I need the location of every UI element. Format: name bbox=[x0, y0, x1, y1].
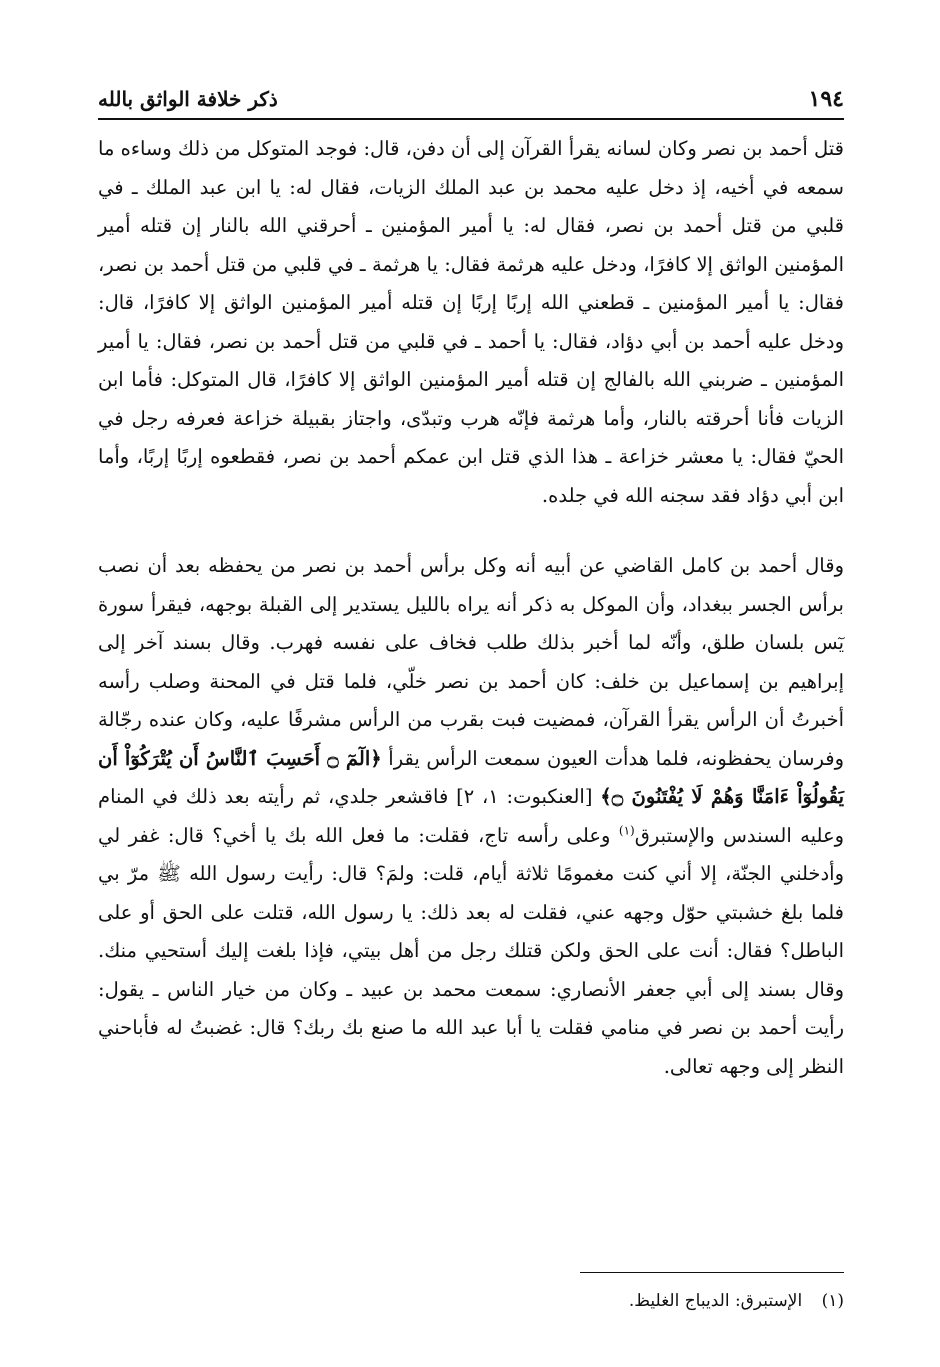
running-title: ذكر خلافة الواثق بالله bbox=[98, 87, 278, 111]
quran-verse: ﴿الٓمٓ ۝ أَحَسِبَ ٱلنَّاسُ أَن يُتْرَكُوٓاْ أَن يَقُولُوٓاْ ءَامَنَّا وَهُمْ لَا يُفْتَنُونَ ۝﴾ bbox=[98, 746, 845, 808]
footnote-rule bbox=[580, 1272, 844, 1273]
paragraph-2 bbox=[98, 547, 844, 1086]
footnote-reference: (١) bbox=[618, 823, 635, 837]
paragraph-1: قتل أحمد بن نصر وكان لسانه يقرأ القرآن إلى أن دفن، قال: فوجد المتوكل من ذلك وساءه ما سمعه في أخيه، إذ دخل عليه محمد بن عبد الملك الزيات، فقال له: يا ابن عبد الملك ـ في قلبي من قتل أحمد بن نصر، فقال له: يا أمير المؤمنين ـ أحرقني الله بالنار إن قتله أمير المؤمنين الواثق إلا كافرًا، ودخل عليه هرثمة فقال: يا هرثمة ـ في قلبي من قتل أحمد بن نصر، فقال: يا أمير المؤمنين ـ قطعني الله إربًا إربًا إن قتله أمير المؤمنين الواثق إلا كافرًا، قال: ودخل عليه أحمد بن أبي دؤاد، فقال: يا أحمد ـ في قلبي من قتل أحمد بن نصر، فقال: يا أمير المؤمنين ـ ضربني الله بالفالج إن قتله أمير المؤمنين الواثق إلا كافرًا، قال المتوكل: فأما ابن الزيات فأنا أحرقته بالنار، وأما هرثمة فإنّه هرب وتبدّى، واجتاز بقبيلة خزاعة فعرفه رجل في الحيّ فقال: يا معشر خزاعة ـ هذا الذي قتل ابن عمكم أحمد بن نصر، فقطعوه إربًا إربًا، وأما ابن أبي دؤاد فقد سجنه الله في جلده. bbox=[98, 137, 844, 507]
footnote bbox=[98, 1286, 844, 1316]
page-header bbox=[98, 84, 844, 116]
header-rule bbox=[98, 118, 844, 120]
paragraph-2-middle: [العنكبوت: ١، ٢] فاقشعر جلدي، ثم رأيته بعد ذلك في المنام وعليه السندس والإستبرق bbox=[98, 785, 845, 847]
main-text bbox=[98, 130, 844, 1086]
page-number: ١٩٤ bbox=[808, 86, 844, 112]
footnote-number: (١) bbox=[821, 1291, 844, 1311]
footnote-text: الإستبرق: الديباج الغليظ. bbox=[628, 1291, 803, 1311]
paragraph-2-before: وقال أحمد بن كامل القاضي عن أبيه أنه وكل برأس أحمد بن نصر من يحفظه بعد أن نصب برأس الجسر ببغداد، وأن الموكل به ذكر أنه يراه بالليل يستدير إلى القبلة بوجهه، فيقرأ سورة يٓس بلسان طلق، وأنّه لما أخبر بذلك طلب فخاف على نفسه فهرب. وقال بسند آخر إلى إبراهيم بن إسماعيل بن خلف: كان أحمد بن نصر خلّي، فلما قتل في المحنة وصلب رأسه أخبرتُ أن الرأس يقرأ القرآن، فمضيت فبت بقرب من الرأس مشرفًا عليه، وكان عنده رجّالة وفرسان يحفظونه، فلما هدأت العيون سمعت الرأس يقرأ bbox=[98, 554, 844, 770]
paragraph-2-after: وعلى رأسه تاج، فقلت: ما فعل الله بك يا أخي؟ قال: غفر لي وأدخلني الجنّة، إلا أني كنت مغمومًا ثلاثة أيام، قلت: ولمَ؟ قال: رأيت رسول الله ﷺ مرّ بي فلما بلغ خشبتي حوّل وجهه عني، فقلت له بعد ذلك: يا رسول الله، قتلت على الحق أو على الباطل؟ فقال: أنت على الحق ولكن قتلك رجل من أهل بيتي، فإذا بلغت إليك أستحيي منك. وقال بسند إلى أبي جعفر الأنصاري: سمعت محمد بن عبيد ـ وكان من خيار الناس ـ يقول: رأيت أحمد بن نصر في منامي فقلت يا أبا عبد الله ما صنع بك ربك؟ قال: غضبتُ له فأباحني النظر إلى وجهه تعالى. bbox=[98, 823, 844, 1078]
